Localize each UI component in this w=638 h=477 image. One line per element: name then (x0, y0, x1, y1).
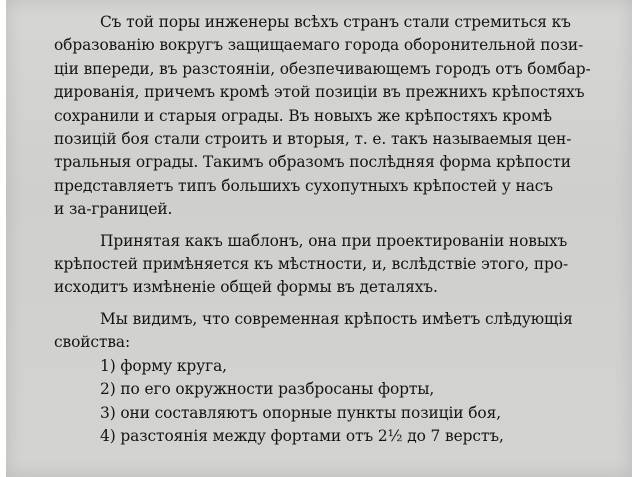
text-line: позицій боя стали строить и вторыя, т. е. такъ называемыя цен- (54, 130, 572, 149)
text-line: Мы видимъ, что современная крѣпость имѣетъ слѣдующія (100, 309, 573, 328)
text-line: тральныя ограды. Такимъ образомъ послѣдняя форма крѣпости (54, 153, 571, 172)
text-line: ціи впереди, въ разстояніи, обезпечивающемъ городъ отъ бомбар- (54, 59, 591, 78)
list-item: 4) разстоянія между фортами отъ 2½ до 7 верстъ, (100, 426, 504, 445)
paragraph-3 (54, 308, 594, 355)
list-item: 2) по его окружности разбросаны форты, (100, 380, 435, 399)
text-line: Принятая какъ шаблонъ, она при проектированіи новыхъ (100, 231, 568, 250)
text-line: Съ той поры инженеры всѣхъ странъ стали стремиться къ (100, 13, 571, 31)
text-line: исходитъ измѣненіе общей формы въ деталяхъ. (54, 278, 438, 297)
text-line: и за-границей. (54, 200, 173, 219)
text-line: представляетъ типъ большихъ сухопутныхъ крѣпостей у насъ (54, 176, 553, 195)
list-item: 1) форму круга, (100, 356, 227, 375)
page-text (54, 11, 594, 448)
paragraph-2 (54, 230, 594, 300)
scanned-page (6, 0, 632, 477)
paragraph-1 (54, 11, 594, 222)
text-line: свойства: (54, 333, 131, 352)
text-line: дированія, причемъ кромѣ этой позиціи въ прежнихъ крѣпостяхъ (54, 83, 585, 102)
text-line: сохранили и старыя ограды. Въ новыхъ же крѣпостяхъ кромѣ (54, 106, 552, 125)
list-item: 3) они составляютъ опорные пункты позиціи боя, (100, 403, 501, 422)
text-line: крѣпостей примѣняется къ мѣстности, и, вслѣдствіе этого, про- (54, 255, 569, 274)
properties-list (54, 355, 594, 449)
text-line: образованію вокругъ защищаемаго города оборонительной пози- (54, 36, 584, 55)
